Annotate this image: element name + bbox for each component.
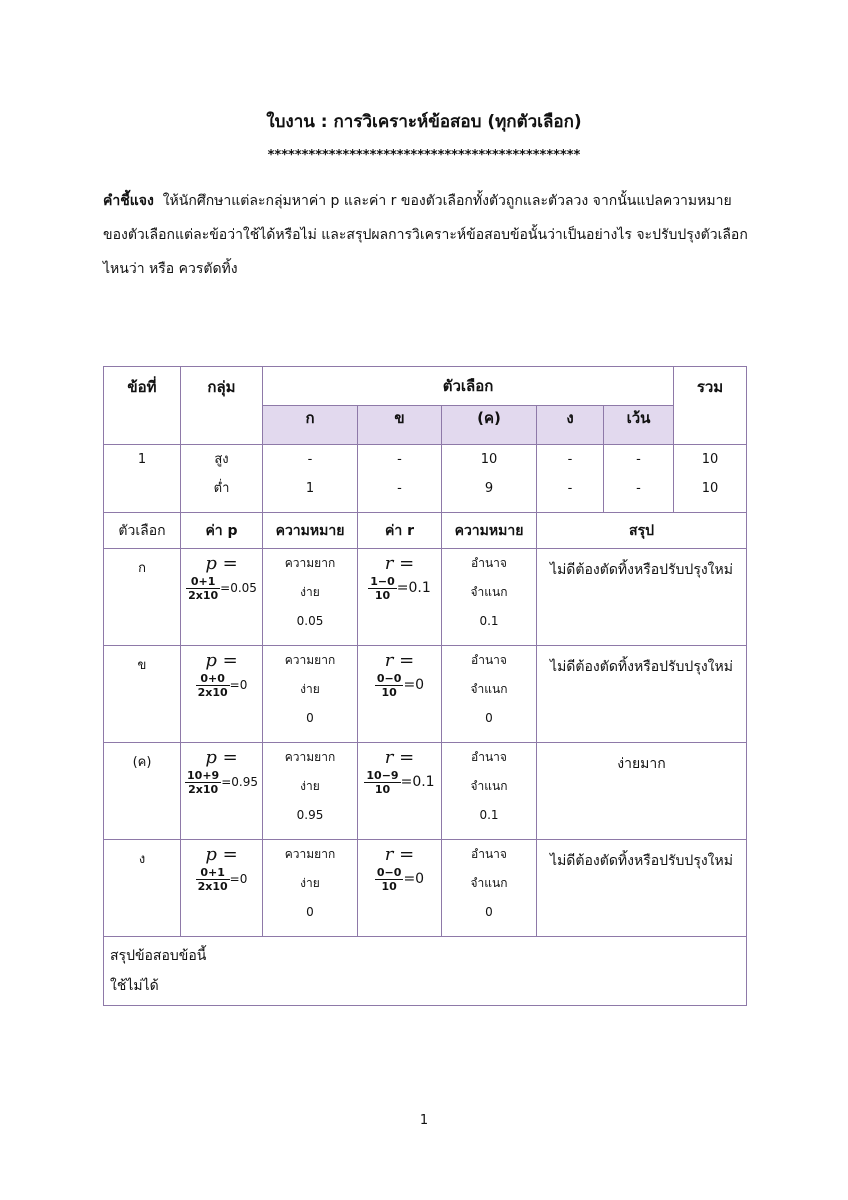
option-label-ngo: ง	[537, 406, 604, 445]
r-formula	[358, 743, 442, 840]
analysis-row	[104, 743, 747, 840]
r-symbol: r =	[384, 747, 415, 768]
analysis-header-summary: สรุป	[537, 513, 747, 549]
count-total: 10 10	[674, 445, 747, 513]
count-ngo: - -	[537, 445, 604, 513]
r-symbol: r =	[384, 844, 415, 865]
analysis-option: ข	[104, 646, 181, 743]
count-kho-correct: 10 9	[442, 445, 537, 513]
analysis-row	[104, 549, 747, 646]
r-meaning: อำนาจ จำแนก 0.1	[442, 549, 537, 646]
count-kho: - -	[358, 445, 442, 513]
analysis-summary: ง่ายมาก	[537, 743, 747, 840]
p-symbol: p =	[205, 650, 238, 671]
p-symbol: p =	[205, 553, 238, 574]
conclusion-value: ใช้ไม่ได้	[110, 978, 159, 994]
page-number: 1	[419, 1113, 429, 1128]
p-formula	[181, 549, 263, 646]
analysis-header-r: ค่า r	[358, 513, 442, 549]
r-symbol: r =	[384, 553, 415, 574]
r-fraction: $\frac{0-0}{10}$	[376, 866, 402, 893]
p-fraction: $\frac{0+0}{2x10}$	[197, 672, 228, 699]
analysis-option: (ค)	[104, 743, 181, 840]
p-result: =0.05	[220, 581, 257, 595]
option-label-kho: ข	[358, 406, 442, 445]
analysis-header-r-meaning: ความหมาย	[442, 513, 537, 549]
analysis-header-p-meaning: ความหมาย	[263, 513, 358, 549]
r-fraction: $\frac{1-0}{10}$	[370, 575, 395, 602]
page-title: ใบงาน : การวิเคราะห์ข้อสอบ (ทุกตัวเลือก)	[266, 112, 582, 132]
p-meaning: ความยาก ง่าย 0	[263, 646, 358, 743]
p-result: =0.95	[221, 775, 258, 789]
r-meaning: อำนาจ จำแนก 0.1	[442, 743, 537, 840]
instruction-text: ให้นักศึกษาแต่ละกลุ่มหาค่า p และค่า r ของตัวเลือกทั้งตัวถูกและตัวลวง จากนั้นแปลความหมายของตัวเลือกแต่ละข้อว่าใช้ได้หรือไม่ และสรุปผลการวิเคราะห์ข้อสอบข้อนั้นว่าเป็นอย่างไร จะปรับปรุงตัวเลือกไหนว่า หรือ ควรตัดทิ้ง	[103, 193, 748, 277]
r-formula	[358, 840, 442, 937]
separator-stars: **********************************************	[267, 148, 581, 163]
analysis-header-p: ค่า p	[181, 513, 263, 549]
r-fraction: $\frac{10-9}{10}$	[366, 769, 399, 796]
p-symbol: p =	[205, 747, 238, 768]
analysis-summary: ไม่ดีต้องตัดทิ้งหรือปรับปรุงใหม่	[537, 840, 747, 937]
p-fraction: $\frac{0+1}{2x10}$	[188, 575, 219, 602]
option-label-kho-correct: (ค)	[442, 406, 537, 445]
r-result: =0.1	[400, 774, 435, 790]
header-item: ข้อที่	[104, 367, 181, 445]
item-number: 1	[104, 445, 181, 513]
analysis-option: ง	[104, 840, 181, 937]
analysis-row	[104, 646, 747, 743]
r-result: =0.1	[396, 580, 431, 596]
p-formula	[181, 840, 263, 937]
analysis-rows	[104, 549, 747, 937]
p-meaning: ความยาก ง่าย 0.05	[263, 549, 358, 646]
r-meaning: อำนาจ จำแนก 0	[442, 840, 537, 937]
analysis-summary: ไม่ดีต้องตัดทิ้งหรือปรับปรุงใหม่	[537, 646, 747, 743]
conclusion-label: สรุปข้อสอบข้อนี้	[110, 948, 207, 964]
header-group: กลุ่ม	[181, 367, 263, 445]
analysis-header-option: ตัวเลือก	[104, 513, 181, 549]
count-ka: - 1	[263, 445, 358, 513]
r-fraction: $\frac{0-0}{10}$	[376, 672, 402, 699]
header-options: ตัวเลือก	[263, 367, 674, 406]
r-formula	[358, 646, 442, 743]
r-result: =0	[403, 677, 425, 693]
count-omit: - -	[604, 445, 674, 513]
analysis-option: ก	[104, 549, 181, 646]
r-meaning: อำนาจ จำแนก 0	[442, 646, 537, 743]
group-low: ต่ำ	[213, 481, 230, 496]
p-fraction: $\frac{10+9}{2x10}$	[187, 769, 220, 796]
p-result: =0	[229, 872, 248, 886]
p-result: =0	[229, 678, 248, 692]
conclusion-cell	[104, 937, 747, 1006]
p-meaning: ความยาก ง่าย 0.95	[263, 743, 358, 840]
analysis-row	[104, 840, 747, 937]
group-names	[181, 445, 263, 513]
option-label-ka: ก	[263, 406, 358, 445]
option-label-omit: เว้น	[604, 406, 674, 445]
analysis-table	[103, 366, 747, 1006]
p-fraction: $\frac{0+1}{2x10}$	[197, 866, 228, 893]
p-symbol: p =	[205, 844, 238, 865]
r-symbol: r =	[384, 650, 415, 671]
p-formula	[181, 646, 263, 743]
instruction-paragraph	[103, 184, 748, 286]
r-result: =0	[403, 871, 425, 887]
p-formula	[181, 743, 263, 840]
group-high: สูง	[214, 452, 229, 467]
header-total: รวม	[674, 367, 747, 445]
instruction-label: คำชี้แจง	[103, 193, 154, 209]
analysis-summary: ไม่ดีต้องตัดทิ้งหรือปรับปรุงใหม่	[537, 549, 747, 646]
p-meaning: ความยาก ง่าย 0	[263, 840, 358, 937]
r-formula	[358, 549, 442, 646]
